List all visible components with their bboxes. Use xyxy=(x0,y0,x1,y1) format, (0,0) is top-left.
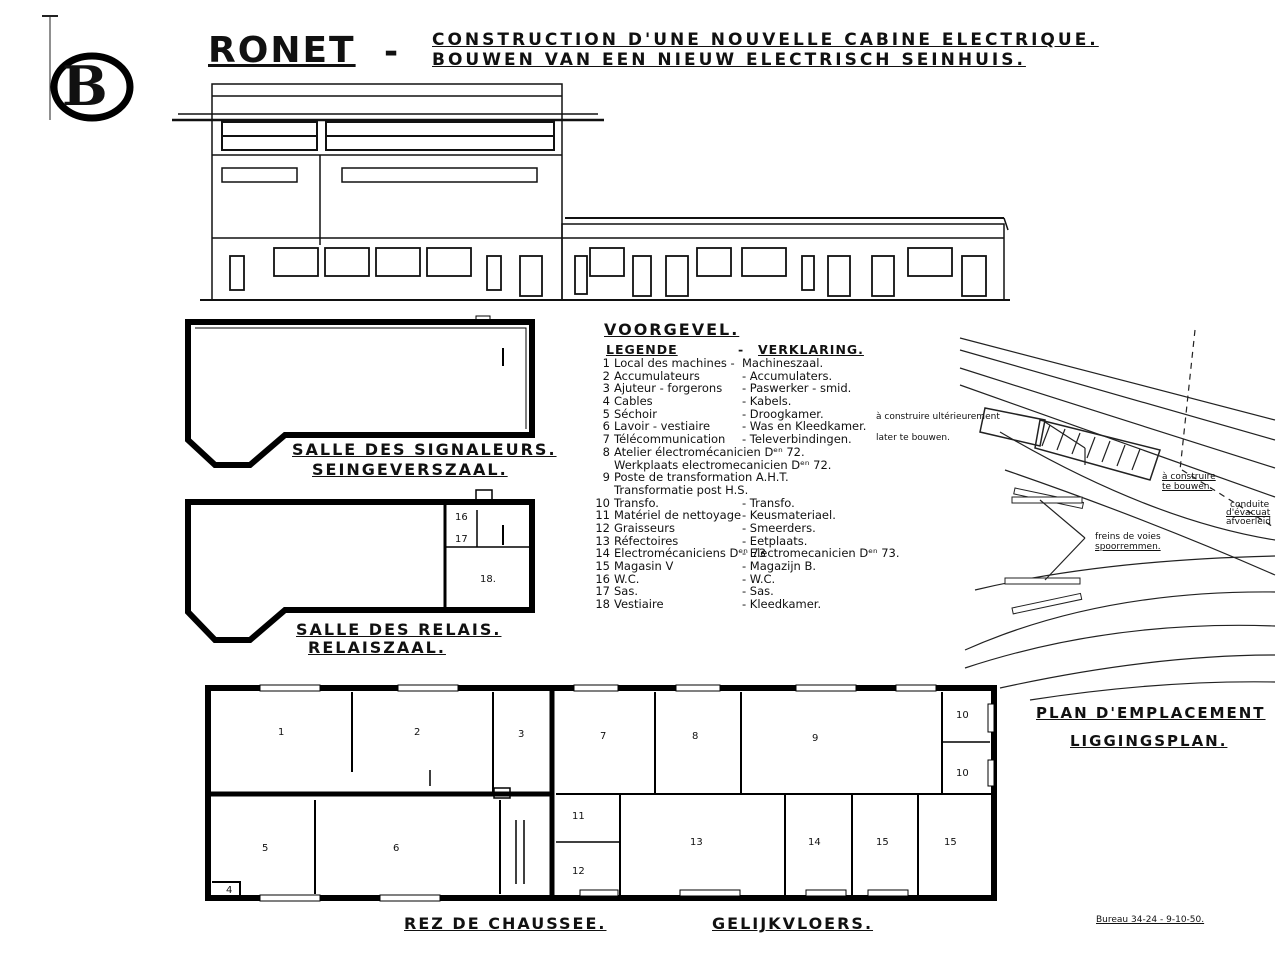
legend-item-nl: - Eetplaats. xyxy=(742,533,808,548)
room-number: 4 xyxy=(226,885,233,896)
legend-item-fr: Transfo. xyxy=(614,495,659,510)
room-number: 6 xyxy=(393,843,400,854)
room-number: 5 xyxy=(262,843,269,854)
legend-item-number: 6 xyxy=(602,419,610,434)
relais-plan xyxy=(188,490,532,640)
legend-item-number: 5 xyxy=(602,406,610,421)
legend-item-nl: - Droogkamer. xyxy=(742,406,824,421)
site-label-construire: à construire xyxy=(1162,472,1216,482)
room-number: 17 xyxy=(455,534,468,545)
legend-item-nl: - Paswerker - smid. xyxy=(742,381,852,396)
room-number: 15 xyxy=(876,837,889,848)
bureau-stamp: Bureau 34-24 - 9-10-50. xyxy=(1096,915,1205,925)
legend-item xyxy=(592,522,960,535)
legend-item xyxy=(592,560,960,573)
legend-item-nl: - Electromecanicien Dᵉⁿ 73. xyxy=(742,546,900,561)
site-label-afvoerleid: afvoerleid xyxy=(1226,517,1272,527)
legend-header-nl: VERKLARING. xyxy=(758,342,864,357)
legend-item-number: 3 xyxy=(602,381,610,396)
legend-item-fr: Werkplaats electromecanicien Dᵉⁿ 72. xyxy=(614,457,832,472)
legend-item-number: 8 xyxy=(602,444,610,459)
room-number: 10 xyxy=(956,710,969,721)
legend-item-nl: - Keusmateriael. xyxy=(742,508,836,523)
legend-item xyxy=(592,446,960,459)
room-number: 8 xyxy=(692,731,699,742)
site-plan-title-nl: LIGGINGSPLAN. xyxy=(1070,732,1228,750)
room-number: 3 xyxy=(518,729,525,740)
rez-caption-fr: REZ DE CHAUSSEE. xyxy=(404,914,607,933)
room-number: 2 xyxy=(414,727,421,738)
title-dutch: BOUWEN VAN EEN NIEUW ELECTRISCH SEINHUIS. xyxy=(432,50,1026,70)
site-label-evacuation: d'évacuat xyxy=(1226,508,1271,518)
legend-item-fr: Sas. xyxy=(614,584,638,599)
legend-item-fr: Vestiaire xyxy=(614,597,664,612)
legend-item-number: 1 xyxy=(602,356,610,370)
relais-caption-nl: RELAISZAAL. xyxy=(308,638,446,657)
legend-item-nl: Machineszaal. xyxy=(742,356,824,370)
rez-caption-nl: GELIJKVLOERS. xyxy=(712,914,874,933)
legend-item-fr: W.C. xyxy=(614,571,640,586)
legend-item-fr: Electromécaniciens Dᵉⁿ 73 xyxy=(614,546,767,561)
room-number: 18. xyxy=(480,574,496,585)
legend-item xyxy=(592,471,960,484)
title-dash: - xyxy=(384,32,399,72)
elevation-caption: VOORGEVEL. xyxy=(604,320,740,339)
signaleurs-caption-nl: SEINGEVERSZAAL. xyxy=(312,460,508,479)
site-label-freins: freins de voies xyxy=(1095,532,1161,542)
legend-item-nl: - W.C. xyxy=(742,571,776,586)
legend-item-number: 15 xyxy=(595,559,610,573)
legend-item-fr: Ajuteur - forgerons xyxy=(614,381,723,396)
logo-letter: B xyxy=(62,54,108,118)
legend-item-nl: - Televerbindingen. xyxy=(742,432,852,447)
legend-item xyxy=(592,484,960,497)
room-number: 16 xyxy=(455,512,468,523)
legend-item-number: 11 xyxy=(595,508,610,523)
relais-caption-fr: SALLE DES RELAIS. xyxy=(296,620,502,639)
site-label-spoorremmen: spoorremmen. xyxy=(1095,542,1161,552)
legend-item-number: 12 xyxy=(595,520,610,535)
legend-item-number: 2 xyxy=(602,368,610,383)
legend-item-number: 9 xyxy=(602,470,610,485)
legend-item-fr: Graisseurs xyxy=(614,520,675,535)
legend-item-fr: Réfectoires xyxy=(614,533,679,548)
room-number: 14 xyxy=(808,837,821,848)
legend-item-number: 16 xyxy=(595,571,610,586)
legend-item-fr: Local des machines - xyxy=(614,356,735,370)
title-french: CONSTRUCTION D'UNE NOUVELLE CABINE ELECTRIQUE. xyxy=(432,30,1099,50)
legend-item-number: 7 xyxy=(602,432,610,447)
legend-item-nl: - Magazijn B. xyxy=(742,559,817,573)
legend-item-fr: Atelier électromécanicien Dᵉⁿ 72. xyxy=(614,444,805,459)
legend-item-nl: - Kabels. xyxy=(742,394,792,409)
room-number: 11 xyxy=(572,811,585,822)
legend-item-fr: Poste de transformation A.H.T. xyxy=(614,470,789,485)
legend-item-fr: Télécommunication xyxy=(614,432,726,447)
legend-item-fr: Lavoir - vestiaire xyxy=(614,419,711,434)
room-number: 1 xyxy=(278,727,285,738)
room-number: 10 xyxy=(956,768,969,779)
legend-item-number: 17 xyxy=(595,584,610,599)
site-label-conduite: conduite xyxy=(1230,500,1270,510)
legend-item-fr: Cables xyxy=(614,394,653,409)
site-label-bouwen: te bouwen. xyxy=(1162,482,1213,492)
legend-item-number: 18 xyxy=(595,597,610,612)
legend-item-number: 4 xyxy=(602,394,610,409)
legend-item-number: 14 xyxy=(595,546,610,561)
legend-note-fr: à construire ultérieurement xyxy=(876,412,1000,422)
legend-item-nl: - Transfo. xyxy=(742,495,795,510)
site-plan-title-fr: PLAN D'EMPLACEMENT xyxy=(1036,704,1266,722)
legend-item-fr: Magasin V xyxy=(614,559,674,573)
legend-list xyxy=(592,357,960,611)
room-number: 9 xyxy=(812,733,819,744)
legend-note-nl: later te bouwen. xyxy=(876,433,950,443)
legend-item-fr: Transformatie post H.S. xyxy=(614,482,749,497)
room-number: 13 xyxy=(690,837,703,848)
legend-item xyxy=(592,357,960,370)
legend-item-nl: - Kleedkamer. xyxy=(742,597,822,612)
legend-item xyxy=(592,573,960,586)
room-number: 7 xyxy=(600,731,607,742)
legend-item-nl: - Accumulaters. xyxy=(742,368,833,383)
signaleurs-caption-fr: SALLE DES SIGNALEURS. xyxy=(292,440,557,459)
room-number: 15 xyxy=(944,837,957,848)
legend-item-nl: - Was en Kleedkamer. xyxy=(742,419,867,434)
legend-item-fr: Accumulateurs xyxy=(614,368,700,383)
legend-item-fr: Séchoir xyxy=(614,406,657,421)
legend-item xyxy=(592,598,960,611)
legend-header-sep: - xyxy=(738,342,744,357)
legend-item-nl: - Sas. xyxy=(742,584,774,599)
legend-item-nl: - Smeerders. xyxy=(742,520,816,535)
legend-header-fr: LEGENDE xyxy=(606,342,678,357)
legend-item-number: 10 xyxy=(595,495,610,510)
legend-item-fr: Matériel de nettoyage xyxy=(614,508,742,523)
legend-item-number: 13 xyxy=(595,533,610,548)
legend-item xyxy=(592,395,960,408)
page-title: RONET xyxy=(208,30,356,71)
room-number: 12 xyxy=(572,866,585,877)
ground-floor-plan xyxy=(208,685,994,901)
elevation-drawing xyxy=(172,84,1010,300)
